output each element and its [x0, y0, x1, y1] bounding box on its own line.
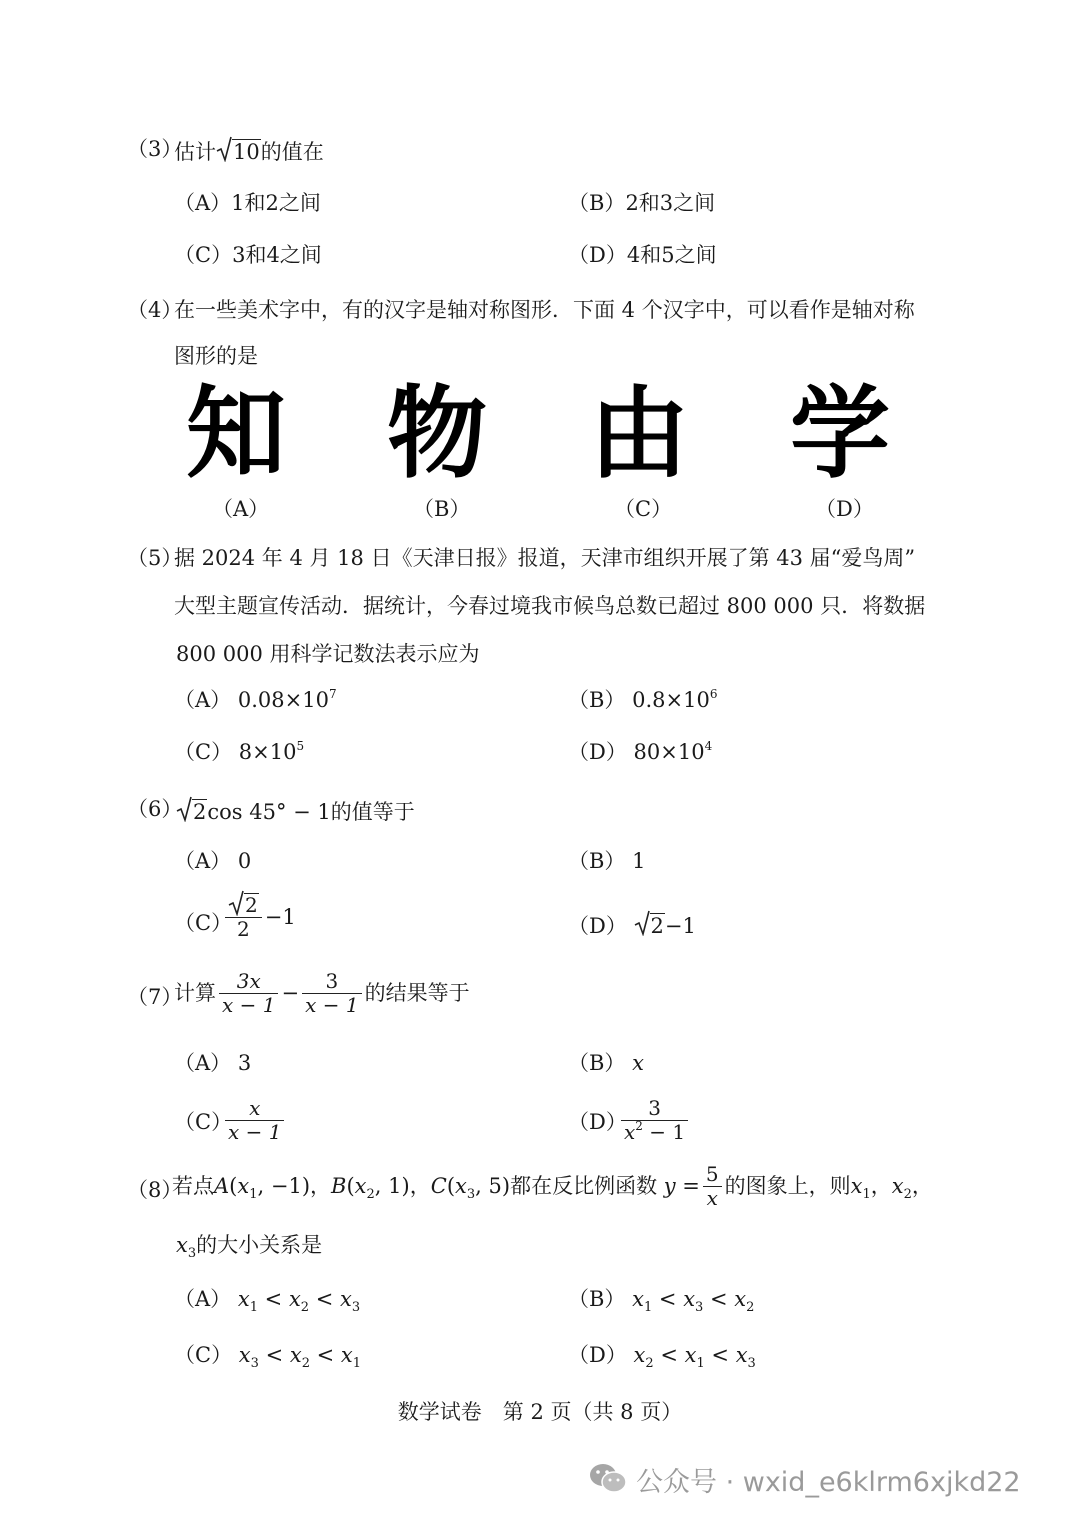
figure-label-a: （A）	[212, 497, 270, 521]
question-stem-line2: 图形的是	[174, 344, 258, 368]
stem-mid: 都在反比例函数	[510, 1174, 658, 1198]
denominator	[621, 1121, 688, 1144]
option-label: （B）	[568, 1051, 626, 1075]
option-a: （A） $x_1 < x_2 < x_3$	[174, 1287, 361, 1315]
stem-post: 的图象上，则	[724, 1174, 851, 1198]
question-stem	[174, 970, 470, 1017]
question-stem	[176, 799, 415, 823]
denominator: x − 1	[228, 1120, 282, 1144]
denominator: x − 1	[222, 993, 276, 1017]
sub-index: 2	[301, 1356, 310, 1371]
option-d	[618, 1097, 691, 1144]
minus-sign: −	[281, 981, 300, 1005]
option-label: （B）	[568, 688, 626, 712]
numerator: 3	[302, 970, 361, 994]
question-stem-line1	[172, 1163, 933, 1210]
stem-text: 计算	[174, 981, 216, 1005]
option-label: （A）	[174, 849, 232, 873]
stem-text: 的结果等于	[364, 981, 470, 1005]
option-b: （B） $x_1 < x_3 < x_2$	[568, 1287, 755, 1315]
numerator: 3	[621, 1097, 688, 1121]
radicand: 2	[245, 893, 258, 917]
math-expression: cos 45° − 1	[207, 800, 331, 824]
fraction	[225, 893, 262, 941]
option-label: （D）	[568, 1343, 627, 1367]
figure-char-a: 知	[186, 375, 286, 492]
question-stem-line3: 800 000 用科学记数法表示应为	[176, 642, 480, 666]
wechat-icon	[588, 1461, 628, 1499]
stem-text: 估计	[174, 140, 216, 164]
stem-text: 若点$A(x_1$, −1)，$B(x_2$, 1)，$C(x_3$, 5)都在反比例函数 y =	[172, 1174, 700, 1202]
x-var: x	[354, 1174, 367, 1198]
option-text: 4和5之间	[626, 243, 717, 267]
point-c: C	[430, 1174, 447, 1198]
option-d	[568, 245, 717, 266]
question-number: （4）	[127, 298, 183, 322]
option-c-label: （C）	[174, 1110, 233, 1134]
option-a	[174, 851, 251, 872]
option-text: 1	[632, 849, 646, 873]
sub-index: 1	[696, 1356, 705, 1371]
option-a	[174, 193, 321, 214]
question-stem-line2: $x_3$的大小关系是	[176, 1233, 323, 1261]
point-a: A	[214, 1174, 230, 1198]
option-label: （D）	[568, 243, 627, 267]
option-b	[568, 1053, 644, 1074]
option-label: （A）	[174, 191, 232, 215]
option-b	[568, 193, 715, 214]
radicand: 2	[650, 914, 664, 938]
denominator: x	[706, 1186, 718, 1210]
stem-text: 的大小关系是	[196, 1233, 323, 1257]
figure-char-b: 物	[387, 375, 487, 492]
watermark-text: 公众号 · wxid_e6klrm6xjkd22	[636, 1467, 1021, 1498]
figure-char-d: 学	[790, 375, 890, 492]
denominator-tail: − 1	[642, 1120, 686, 1144]
sub-index: 1	[249, 1300, 258, 1315]
option-label: （A）	[174, 688, 232, 712]
numerator: 5	[703, 1163, 722, 1187]
watermark	[588, 1460, 1021, 1499]
subscript: 2	[366, 1187, 375, 1202]
option-label: （D）	[568, 740, 627, 764]
option-c	[222, 1097, 287, 1144]
figure-label-c: （C）	[614, 497, 673, 521]
option-text: x	[632, 1051, 644, 1075]
option-d	[568, 913, 696, 937]
point-c-coord: 5	[488, 1174, 502, 1198]
option-label: （B）	[568, 1287, 626, 1311]
option-b	[568, 851, 646, 872]
option-d	[568, 739, 713, 764]
question-number: （8）	[127, 1178, 183, 1202]
stem-text: 的值在	[260, 140, 324, 164]
sub-index: 2	[746, 1300, 755, 1315]
option-base: 0.8×10	[632, 688, 710, 712]
option-base: 0.08×10	[237, 688, 329, 712]
option-d: （D） $x_2 < x_1 < x_3$	[568, 1343, 756, 1371]
sub-index: 3	[747, 1356, 756, 1371]
subscript: 3	[466, 1187, 476, 1202]
question-number: （6）	[127, 797, 183, 821]
sub-index: 3	[250, 1356, 259, 1371]
denominator-base: x	[624, 1120, 636, 1144]
question-number: （5）	[127, 546, 183, 570]
question-stem-line1: 据 2024 年 4 月 18 日《天津日报》报道，天津市组织开展了第 43 届“爱鸟周”	[174, 546, 916, 570]
square-root	[176, 799, 207, 823]
option-label: （B）	[568, 849, 626, 873]
option-exponent: 5	[296, 739, 305, 753]
stem-text: 的图象上，则$x_1$，$x_2$，	[724, 1174, 933, 1202]
square-root	[228, 893, 259, 917]
option-exponent: 7	[328, 687, 337, 701]
denominator-exponent: 2	[635, 1119, 643, 1133]
option-c-label: （C）	[174, 911, 233, 935]
figure-char-c: 由	[589, 375, 689, 492]
option-c: （C） $x_3 < x_2 < x_1$	[174, 1343, 362, 1371]
stem-pre: 若点	[172, 1174, 214, 1198]
stem-text: 的值等于	[330, 800, 415, 824]
fraction	[225, 1097, 284, 1144]
fraction-2	[302, 970, 361, 1017]
question-stem-line2: 大型主题宣传活动．据统计，今春过境我市候鸟总数已超过 800 000 只．将数据	[174, 594, 926, 618]
point-a-coord: −1	[270, 1174, 302, 1198]
option-base: 8×10	[238, 740, 297, 764]
function-y: y =	[663, 1174, 700, 1198]
option-label: （C）	[174, 243, 233, 267]
option-b	[568, 687, 718, 712]
sub-index: 3	[351, 1300, 361, 1315]
function-fraction	[703, 1163, 722, 1210]
option-exponent: 6	[709, 687, 718, 701]
radicand: 10	[233, 140, 260, 164]
denominator: x − 1	[305, 993, 359, 1017]
question-number: （7）	[127, 985, 183, 1009]
denominator: 2	[237, 917, 250, 941]
option-c	[174, 739, 305, 764]
option-c	[174, 245, 322, 266]
question-stem-line1: 在一些美术字中，有的汉字是轴对称图形．下面 4 个汉字中，可以看作是轴对称	[174, 298, 915, 322]
sub-index: 1	[643, 1300, 653, 1315]
page-footer: 数学试卷 第 2 页（共 8 页）	[397, 1400, 683, 1424]
option-label: （A）	[174, 1287, 232, 1311]
numerator: x	[225, 1097, 284, 1121]
option-text: 1和2之间	[231, 191, 321, 215]
fraction	[621, 1097, 688, 1144]
option-text: 3和4之间	[232, 243, 322, 267]
sub-index: 2	[645, 1356, 654, 1371]
sub-index: 1	[352, 1356, 362, 1371]
option-label: （D）	[568, 914, 627, 938]
numerator: 3x	[219, 970, 278, 994]
question-stem	[174, 139, 324, 163]
option-tail: −1	[264, 905, 296, 929]
radicand: 2	[193, 800, 207, 824]
option-label: （C）	[174, 740, 233, 764]
point-b: B	[331, 1174, 347, 1198]
option-exponent: 4	[704, 739, 713, 753]
option-label: （A）	[174, 1051, 232, 1075]
x-var: x	[237, 1174, 250, 1198]
option-text: 3	[237, 1051, 252, 1075]
option-text: 0	[237, 849, 252, 873]
figure-label-d: （D）	[815, 497, 874, 521]
figure-label-b: （B）	[413, 497, 471, 521]
option-label: （B）	[568, 191, 626, 215]
option-tail: −1	[664, 914, 696, 938]
option-c	[222, 893, 296, 941]
subscript: 1	[249, 1187, 258, 1202]
option-a	[174, 687, 337, 712]
option-label: （C）	[174, 1343, 233, 1367]
sub-index: 3	[695, 1300, 704, 1315]
question-number: （3）	[127, 137, 183, 161]
option-text: 2和3之间	[625, 191, 716, 215]
point-b-coord: 1	[388, 1174, 402, 1198]
option-base: 80×10	[633, 740, 705, 764]
x-var: x	[455, 1174, 467, 1198]
option-a	[174, 1053, 251, 1074]
square-root	[634, 913, 665, 937]
square-root	[216, 139, 261, 163]
sub-index: 2	[300, 1300, 310, 1315]
fraction-1	[219, 970, 278, 1017]
option-d-label: （D）	[568, 1110, 627, 1134]
